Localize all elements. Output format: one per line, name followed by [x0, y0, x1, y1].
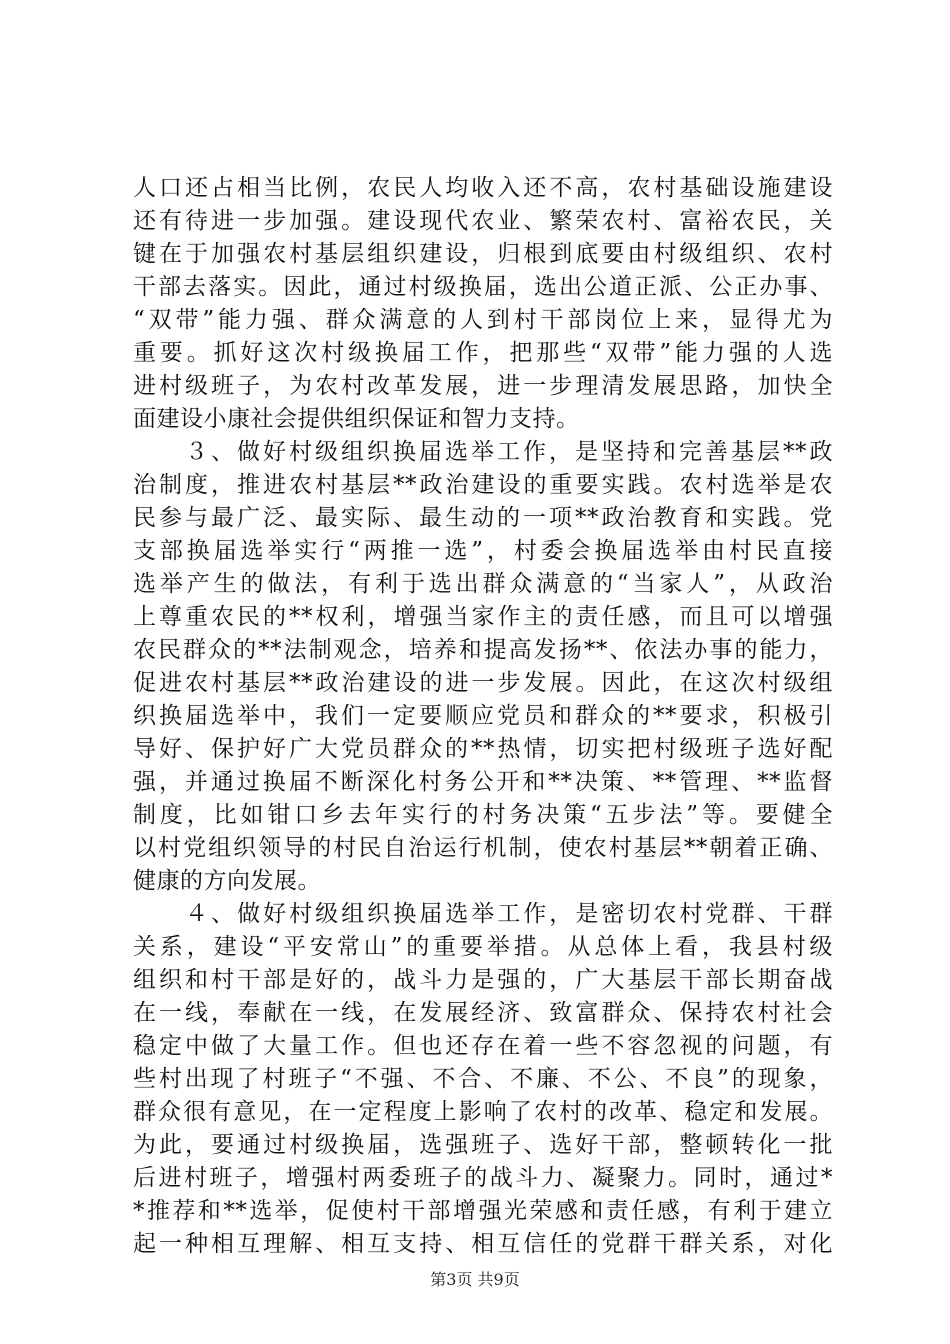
- text-line: 促进农村基层**政治建设的进一步发展。因此，在这次村级组: [133, 670, 833, 696]
- text-line: 织换届选举中，我们一定要顺应党员和群众的**要求，积极引: [133, 703, 833, 729]
- text-line: 些村出现了村班子“不强、不合、不廉、不公、不良”的现象，: [133, 1066, 833, 1092]
- text-line: ３、做好村级组织换届选举工作，是坚持和完善基层**政: [133, 439, 833, 465]
- text-line: 还有待进一步加强。建设现代农业、繁荣农村、富裕农民，关: [133, 208, 833, 234]
- text-line: 面建设小康社会提供组织保证和智力支持。: [133, 406, 580, 432]
- text-line: 农民群众的**法制观念，培养和提高发扬**、依法办事的能力，: [133, 637, 833, 663]
- text-line: 重要。抓好这次村级换届工作，把那些“双带”能力强的人选: [133, 340, 833, 366]
- text-line: 人口还占相当比例，农民人均收入还不高，农村基础设施建设: [133, 175, 833, 201]
- text-line: “双带”能力强、群众满意的人到村干部岗位上来，显得尤为: [133, 307, 833, 333]
- page-number: 第3页 共9页: [430, 1270, 520, 1289]
- text-line: 治制度，推进农村基层**政治建设的重要实践。农村选举是农: [133, 472, 833, 498]
- text-line: 干部去落实。因此，通过村级换届，选出公道正派、公正办事、: [133, 274, 833, 300]
- text-line: *推荐和**选举，促使村干部增强光荣感和责任感，有利于建立: [133, 1198, 833, 1224]
- text-line: 群众很有意见，在一定程度上影响了农村的改革、稳定和发展。: [133, 1099, 833, 1125]
- text-line: 健康的方向发展。: [133, 868, 321, 894]
- text-line: 民参与最广泛、最实际、最生动的一项**政治教育和实践。党: [133, 505, 833, 531]
- text-line: 组织和村干部是好的，战斗力是强的，广大基层干部长期奋战: [133, 967, 833, 993]
- text-line: 制度，比如钳口乡去年实行的村务决策“五步法”等。要健全: [133, 802, 833, 828]
- text-line: 起一种相互理解、相互支持、相互信任的党群干群关系，对化: [133, 1231, 833, 1257]
- text-line: 后进村班子，增强村两委班子的战斗力、凝聚力。同时，通过*: [133, 1165, 833, 1191]
- text-line: 支部换届选举实行“两推一选”，村委会换届选举由村民直接: [133, 538, 833, 564]
- text-line: 在一线，奉献在一线，在发展经济、致富群众、保持农村社会: [133, 1000, 833, 1026]
- text-line: 选举产生的做法，有利于选出群众满意的“当家人”，从政治: [133, 571, 833, 597]
- text-line: 键在于加强农村基层组织建设，归根到底要由村级组织、农村: [133, 241, 833, 267]
- text-line: 强，并通过换届不断深化村务公开和**决策、**管理、**监督: [133, 769, 833, 795]
- text-line: 关系，建设“平安常山”的重要举措。从总体上看，我县村级: [133, 934, 833, 960]
- text-line: 稳定中做了大量工作。但也还存在着一些不容忽视的问题，有: [133, 1033, 833, 1059]
- page-footer: [0, 1270, 950, 1290]
- text-line: 导好、保护好广大党员群众的**热情，切实把村级班子选好配: [133, 736, 833, 762]
- text-line: 以村党组织领导的村民自治运行机制，使农村基层**朝着正确、: [133, 835, 833, 861]
- text-line: 进村级班子，为农村改革发展，进一步理清发展思路，加快全: [133, 373, 833, 399]
- body-text: [133, 172, 833, 1261]
- text-line: ４、做好村级组织换届选举工作，是密切农村党群、干群: [133, 901, 833, 927]
- text-line: 为此，要通过村级换届，选强班子、选好干部，整顿转化一批: [133, 1132, 833, 1158]
- text-line: 上尊重农民的**权利，增强当家作主的责任感，而且可以增强: [133, 604, 833, 630]
